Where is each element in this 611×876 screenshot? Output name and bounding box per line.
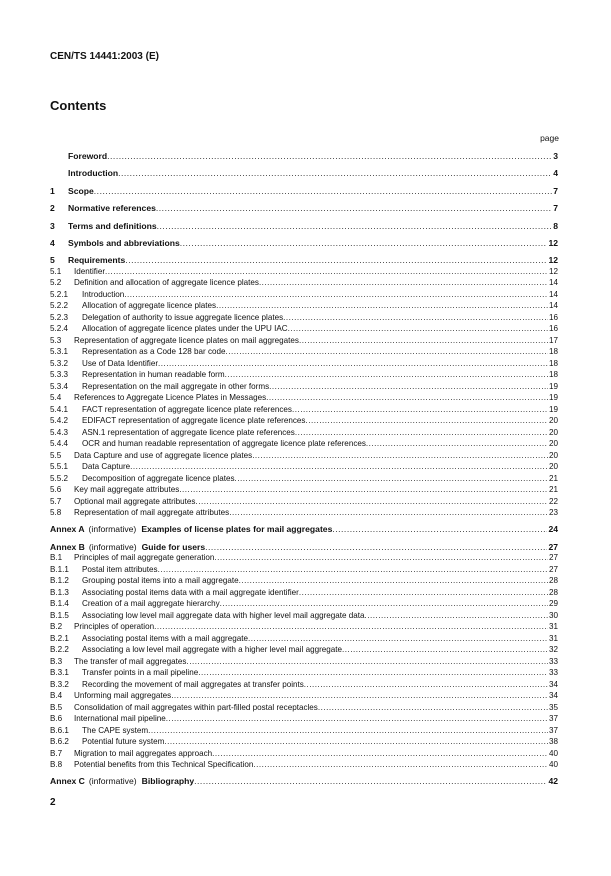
dot-leader xyxy=(332,523,547,535)
toc-entry-page: 34 xyxy=(548,691,558,701)
toc-entry-title: Associating a low level mail aggregate with a higher level mail aggregate xyxy=(82,645,343,655)
dot-leader xyxy=(248,633,548,644)
toc-entry-page: 18 xyxy=(548,358,558,368)
toc-entry-number: 2 xyxy=(50,203,55,214)
toc-entry-title: Decomposition of aggregate licence plates xyxy=(82,473,235,483)
toc-entry[interactable] xyxy=(50,381,558,393)
toc-entry-title: Creation of a mail aggregate hierarchy xyxy=(82,599,220,609)
dot-leader xyxy=(107,150,552,162)
toc-entry-page: 29 xyxy=(548,599,558,609)
toc-entry-page: 17 xyxy=(548,335,558,345)
toc-entry-page: 24 xyxy=(548,524,558,535)
toc-entry-number: Annex B xyxy=(50,541,85,552)
toc-entry[interactable] xyxy=(50,598,558,610)
toc-entry-number: 5.4 xyxy=(50,393,62,403)
toc-entry-page: 31 xyxy=(548,633,558,643)
toc-entry-number: B.1.4 xyxy=(50,599,69,609)
toc-entry-page: 7 xyxy=(553,185,558,196)
dot-leader xyxy=(164,736,548,747)
toc-entry[interactable] xyxy=(50,690,558,702)
toc-entry-page: 20 xyxy=(548,439,558,449)
toc-entry-number: B.6 xyxy=(50,714,63,724)
toc-entry-number: B.2 xyxy=(50,622,63,632)
dot-leader xyxy=(283,312,548,323)
toc-entry-page: 18 xyxy=(548,347,558,357)
toc-entry-title: Transfer points in a mail pipeline xyxy=(82,668,199,678)
toc-entry[interactable] xyxy=(50,775,558,792)
toc-entry[interactable] xyxy=(50,552,558,564)
toc-entry[interactable] xyxy=(50,358,558,370)
toc-entry-page: 33 xyxy=(548,668,558,678)
toc-entry-title: Data Capture and use of aggregate licence plates xyxy=(74,450,253,460)
toc-entry[interactable] xyxy=(50,644,558,656)
toc-entry-page: 16 xyxy=(548,324,558,334)
toc-entry-annex-type: (informative) xyxy=(88,776,137,787)
toc-entry-number: 5.3.2 xyxy=(50,358,69,368)
toc-entry-title: Postal item attributes xyxy=(82,564,158,574)
dot-leader xyxy=(171,690,548,701)
toc-entry-page: 27 xyxy=(548,564,558,574)
toc-entry-number: 5.5.2 xyxy=(50,473,69,483)
toc-entry[interactable] xyxy=(50,323,558,335)
toc-entry-title: Associating low level mail aggregate data with higher level mail aggregate data xyxy=(82,610,365,620)
page-column-label: page xyxy=(540,133,559,143)
toc-entry-page: 21 xyxy=(548,485,558,495)
dot-leader xyxy=(220,598,548,609)
toc-entry-number: 5.4.2 xyxy=(50,416,69,426)
toc-entry-title: Consolidation of mail aggregates within part-filled postal receptacles xyxy=(74,702,318,712)
dot-leader xyxy=(269,381,548,392)
toc-entry-title: Grouping postal items into a mail aggregate xyxy=(82,576,239,586)
toc-entry[interactable] xyxy=(50,312,558,324)
toc-entry-number: 5.4.3 xyxy=(50,427,69,437)
toc-entry[interactable] xyxy=(50,167,558,184)
toc-entry-annex-type: (informative) xyxy=(88,524,137,535)
dot-leader xyxy=(259,277,548,288)
toc-entry[interactable] xyxy=(50,736,558,748)
toc-entry[interactable] xyxy=(50,633,558,645)
toc-entry[interactable] xyxy=(50,427,558,439)
toc-entry[interactable] xyxy=(50,346,558,358)
toc-entry-number: 5.3.4 xyxy=(50,381,69,391)
dot-leader xyxy=(266,392,548,403)
toc-entry-page: 3 xyxy=(553,151,558,161)
toc-entry[interactable] xyxy=(50,759,558,775)
dot-leader xyxy=(205,541,547,553)
toc-entry-page: 37 xyxy=(548,714,558,724)
toc-entry-title: Potential benefits from this Technical Specification xyxy=(74,760,254,770)
toc-entry-number: B.1.2 xyxy=(50,576,69,586)
toc-entry-page: 20 xyxy=(548,416,558,426)
toc-entry-page: 4 xyxy=(553,168,558,179)
toc-entry-page: 30 xyxy=(548,610,558,620)
toc-entry[interactable] xyxy=(50,748,558,760)
toc-entry-page: 12 xyxy=(548,237,558,248)
toc-entry-number: Annex C xyxy=(50,776,85,787)
toc-entry-title: Identifier xyxy=(74,266,106,276)
toc-entry[interactable] xyxy=(50,575,558,587)
toc-entry-number: 5.2.4 xyxy=(50,324,69,334)
toc-entry[interactable] xyxy=(50,277,558,289)
toc-entry[interactable] xyxy=(50,369,558,381)
dot-leader xyxy=(225,369,548,380)
toc-entry[interactable] xyxy=(50,266,558,278)
toc-entry-title: ASN.1 representation of aggregate licence plate references xyxy=(82,427,295,437)
toc-entry-number: B.3 xyxy=(50,656,63,666)
toc-entry[interactable] xyxy=(50,702,558,714)
document-header: CEN/TS 14441:2003 (E) xyxy=(50,51,159,62)
toc-entry[interactable] xyxy=(50,484,558,496)
toc-entry-page: 20 xyxy=(548,462,558,472)
toc-entry-number: 5.5 xyxy=(50,450,62,460)
toc-entry-number: B.1.5 xyxy=(50,610,69,620)
toc-entry[interactable] xyxy=(50,507,558,523)
toc-entry-title: Terms and definitions xyxy=(68,220,157,231)
toc-entry[interactable] xyxy=(50,473,558,485)
toc-entry-title: EDIFACT representation of aggregate licence plate references xyxy=(82,416,306,426)
dot-leader xyxy=(186,656,548,667)
toc-entry[interactable] xyxy=(50,461,558,473)
toc-entry-number: B.2.2 xyxy=(50,645,69,655)
toc-entry-page: 20 xyxy=(548,427,558,437)
page-title: Contents xyxy=(50,98,107,113)
toc-entry-page: 19 xyxy=(548,381,558,391)
toc-entry-title: Associating postal items with a mail aggregate xyxy=(82,633,249,643)
toc-entry[interactable] xyxy=(50,679,558,691)
toc-entry-number: 3 xyxy=(50,220,55,231)
toc-entry-title: Definition and allocation of aggregate licence plates xyxy=(74,278,259,288)
dot-leader xyxy=(253,759,548,770)
toc-entry-page: 38 xyxy=(548,737,558,747)
toc-entry-page: 14 xyxy=(548,301,558,311)
toc-entry-annex-type: (informative) xyxy=(88,541,137,552)
toc-entry-number: 5.3.3 xyxy=(50,370,69,380)
toc-entry-title: Examples of license plates for mail aggregates xyxy=(141,524,333,535)
dot-leader xyxy=(235,473,548,484)
toc-entry[interactable] xyxy=(50,392,558,404)
dot-leader xyxy=(195,496,548,507)
toc-entry-title: Scope xyxy=(68,185,94,196)
dot-leader xyxy=(130,461,548,472)
dot-leader xyxy=(318,702,548,713)
dot-leader xyxy=(105,266,548,277)
toc-entry-number: 1 xyxy=(50,185,55,196)
dot-leader xyxy=(124,289,548,300)
toc-entry[interactable] xyxy=(50,725,558,737)
toc-entry[interactable] xyxy=(50,438,558,450)
toc-entry-number: B.8 xyxy=(50,760,63,770)
toc-entry-title: Unforming mail aggregates xyxy=(74,691,172,701)
dot-leader xyxy=(214,552,548,563)
toc-entry-title: Representation of mail aggregate attributes xyxy=(74,508,230,518)
toc-entry-page: 37 xyxy=(548,725,558,735)
dot-leader xyxy=(304,679,548,690)
dot-leader xyxy=(166,713,548,724)
toc-entry-page: 19 xyxy=(548,393,558,403)
page-number: 2 xyxy=(50,797,56,808)
toc-entry-page: 31 xyxy=(548,622,558,632)
toc-entry-number: B.6.1 xyxy=(50,725,69,735)
toc-entry-title: Optional mail aggregate attributes xyxy=(74,496,196,506)
toc-entry-number: 5.3 xyxy=(50,335,62,345)
toc-entry-number: B.2.1 xyxy=(50,633,69,643)
toc-entry-page: 42 xyxy=(548,776,558,787)
toc-entry-title: Introduction xyxy=(82,289,125,299)
toc-entry-page: 40 xyxy=(548,748,558,758)
toc-entry-title: Use of Data Identifier xyxy=(82,358,159,368)
toc-entry-page: 20 xyxy=(548,450,558,460)
dot-leader xyxy=(158,564,548,575)
dot-leader xyxy=(156,202,552,214)
toc-entry-title: Associating postal items data with a mail aggregate identifier xyxy=(82,587,299,597)
toc-entry-page: 8 xyxy=(553,220,558,231)
toc-entry-title: Recording the movement of mail aggregates at transfer points xyxy=(82,679,304,689)
toc-entry-title: Representation as a Code 128 bar code xyxy=(82,347,226,357)
toc-entry-number: 5.4.4 xyxy=(50,439,69,449)
toc-entry-title: Key mail aggregate attributes xyxy=(74,485,180,495)
toc-entry[interactable] xyxy=(50,237,558,254)
toc-entry-number: B.6.2 xyxy=(50,737,69,747)
dot-leader xyxy=(158,358,548,369)
dot-leader xyxy=(288,323,548,334)
dot-leader xyxy=(125,254,547,266)
toc-entry-number: 5.6 xyxy=(50,485,62,495)
toc-entry-number: 5.7 xyxy=(50,496,62,506)
dot-leader xyxy=(366,438,548,449)
toc-entry-page: 27 xyxy=(548,541,558,552)
toc-entry-title: Guide for users xyxy=(141,541,206,552)
toc-entry-page: 34 xyxy=(548,679,558,689)
dot-leader xyxy=(157,220,553,232)
toc-entry-title: Allocation of aggregate licence plates under the UPU IAC xyxy=(82,324,288,334)
toc-entry-page: 27 xyxy=(548,553,558,563)
toc-entry-page: 22 xyxy=(548,496,558,506)
toc-entry-page: 40 xyxy=(548,760,558,770)
toc-entry-page: 14 xyxy=(548,278,558,288)
toc-entry-number: B.4 xyxy=(50,691,63,701)
toc-entry[interactable] xyxy=(50,621,558,633)
toc-entry-title: FACT representation of aggregate licence plate references xyxy=(82,404,292,414)
toc-entry-page: 28 xyxy=(548,587,558,597)
toc-entry[interactable] xyxy=(50,667,558,679)
toc-entry-title: International mail pipeline xyxy=(74,714,166,724)
toc-entry[interactable] xyxy=(50,610,558,622)
toc-entry-page: 14 xyxy=(548,289,558,299)
toc-entry-number: 5 xyxy=(50,255,55,266)
toc-entry-title: OCR and human readable representation of aggregate licence plate references xyxy=(82,439,366,449)
toc-entry[interactable] xyxy=(50,587,558,599)
toc-entry-title: Bibliography xyxy=(141,776,195,787)
toc-entry[interactable] xyxy=(50,202,558,219)
toc-entry[interactable] xyxy=(50,150,558,167)
dot-leader xyxy=(252,450,548,461)
toc-entry-title: References to Aggregate Licence Plates in Messages xyxy=(74,393,267,403)
toc-entry[interactable] xyxy=(50,713,558,725)
toc-entry-page: 32 xyxy=(548,645,558,655)
dot-leader xyxy=(179,484,548,495)
toc-entry-title: Foreword xyxy=(68,151,108,161)
dot-leader xyxy=(299,587,548,598)
toc-entry[interactable] xyxy=(50,541,558,553)
toc-entry[interactable] xyxy=(50,496,558,508)
toc-entry-page: 28 xyxy=(548,576,558,586)
toc-entry-number: 5.1 xyxy=(50,266,62,276)
toc-entry[interactable] xyxy=(50,300,558,312)
dot-leader xyxy=(154,621,548,632)
toc-entry-title: Symbols and abbreviations xyxy=(68,237,180,248)
dot-leader xyxy=(342,644,548,655)
toc-entry-number: 5.5.1 xyxy=(50,462,69,472)
dot-leader xyxy=(365,610,548,621)
toc-entry[interactable] xyxy=(50,254,558,266)
dot-leader xyxy=(118,167,552,179)
toc-entry-number: 5.8 xyxy=(50,508,62,518)
toc-entry-number: 5.2.3 xyxy=(50,312,69,322)
dot-leader xyxy=(148,725,548,736)
toc-entry-page: 16 xyxy=(548,312,558,322)
toc-entry-number: Annex A xyxy=(50,524,85,535)
dot-leader xyxy=(229,507,548,518)
toc-entry[interactable] xyxy=(50,564,558,576)
toc-entry-page: 19 xyxy=(548,404,558,414)
toc-entry-number: B.7 xyxy=(50,748,63,758)
dot-leader xyxy=(295,427,548,438)
dot-leader xyxy=(226,346,548,357)
dot-leader xyxy=(292,404,548,415)
toc-entry-title: Normative references xyxy=(68,203,156,214)
toc-entry[interactable] xyxy=(50,656,558,668)
toc-entry-page: 35 xyxy=(548,702,558,712)
toc-entry-number: 5.3.1 xyxy=(50,347,69,357)
toc-entry-title: Representation in human readable form xyxy=(82,370,225,380)
toc-entry[interactable] xyxy=(50,450,558,462)
toc-entry-title: Migration to mail aggregates approach xyxy=(74,748,213,758)
toc-entry-page: 18 xyxy=(548,370,558,380)
dot-leader xyxy=(212,748,548,759)
toc-entry-number: B.3.1 xyxy=(50,668,69,678)
toc-entry-title: The CAPE system xyxy=(82,725,149,735)
toc-entry-number: B.1 xyxy=(50,553,63,563)
toc-entry-number: 5.2.1 xyxy=(50,289,69,299)
dot-leader xyxy=(194,775,547,787)
toc-entry-number: B.3.2 xyxy=(50,679,69,689)
toc-entry[interactable] xyxy=(50,289,558,301)
toc-entry-number: 5.2.2 xyxy=(50,301,69,311)
toc-entry-number: B.1.1 xyxy=(50,564,69,574)
toc-entry[interactable] xyxy=(50,415,558,427)
dot-leader xyxy=(299,335,548,346)
toc-entry-page: 12 xyxy=(548,255,558,266)
toc-entry-page: 23 xyxy=(548,508,558,518)
table-of-contents xyxy=(50,150,558,793)
toc-entry-page: 21 xyxy=(548,473,558,483)
toc-entry[interactable] xyxy=(50,523,558,540)
toc-entry[interactable] xyxy=(50,404,558,416)
dot-leader xyxy=(216,300,548,311)
toc-entry-title: Delegation of authority to issue aggregate licence plates xyxy=(82,312,284,322)
toc-entry-title: Potential future system xyxy=(82,737,165,747)
dot-leader xyxy=(180,237,548,249)
toc-entry-title: Principles of mail aggregate generation xyxy=(74,553,215,563)
toc-entry-title: The transfer of mail aggregates xyxy=(74,656,187,666)
toc-entry-title: Data Capture xyxy=(82,462,131,472)
toc-entry[interactable] xyxy=(50,335,558,347)
toc-entry-number: 5.4.1 xyxy=(50,404,69,414)
toc-entry-number: B.5 xyxy=(50,702,63,712)
dot-leader xyxy=(305,415,548,426)
dot-leader xyxy=(198,667,548,678)
toc-entry-number: 4 xyxy=(50,237,55,248)
dot-leader xyxy=(94,185,552,197)
toc-entry-number: B.1.3 xyxy=(50,587,69,597)
toc-entry-page: 33 xyxy=(548,656,558,666)
toc-entry[interactable] xyxy=(50,220,558,237)
toc-entry-number: 5.2 xyxy=(50,278,62,288)
toc-entry-title: Allocation of aggregate licence plates xyxy=(82,301,217,311)
toc-entry-page: 7 xyxy=(553,203,558,214)
toc-entry[interactable] xyxy=(50,185,558,202)
toc-entry-page: 12 xyxy=(548,266,558,276)
toc-entry-title: Requirements xyxy=(68,255,126,266)
toc-entry-title: Principles of operation xyxy=(74,622,155,632)
dot-leader xyxy=(239,575,548,586)
toc-entry-title: Representation on the mail aggregate in other forms xyxy=(82,381,270,391)
toc-entry-title: Representation of aggregate licence plates on mail aggregates xyxy=(74,335,299,345)
toc-entry-title: Introduction xyxy=(68,168,119,179)
